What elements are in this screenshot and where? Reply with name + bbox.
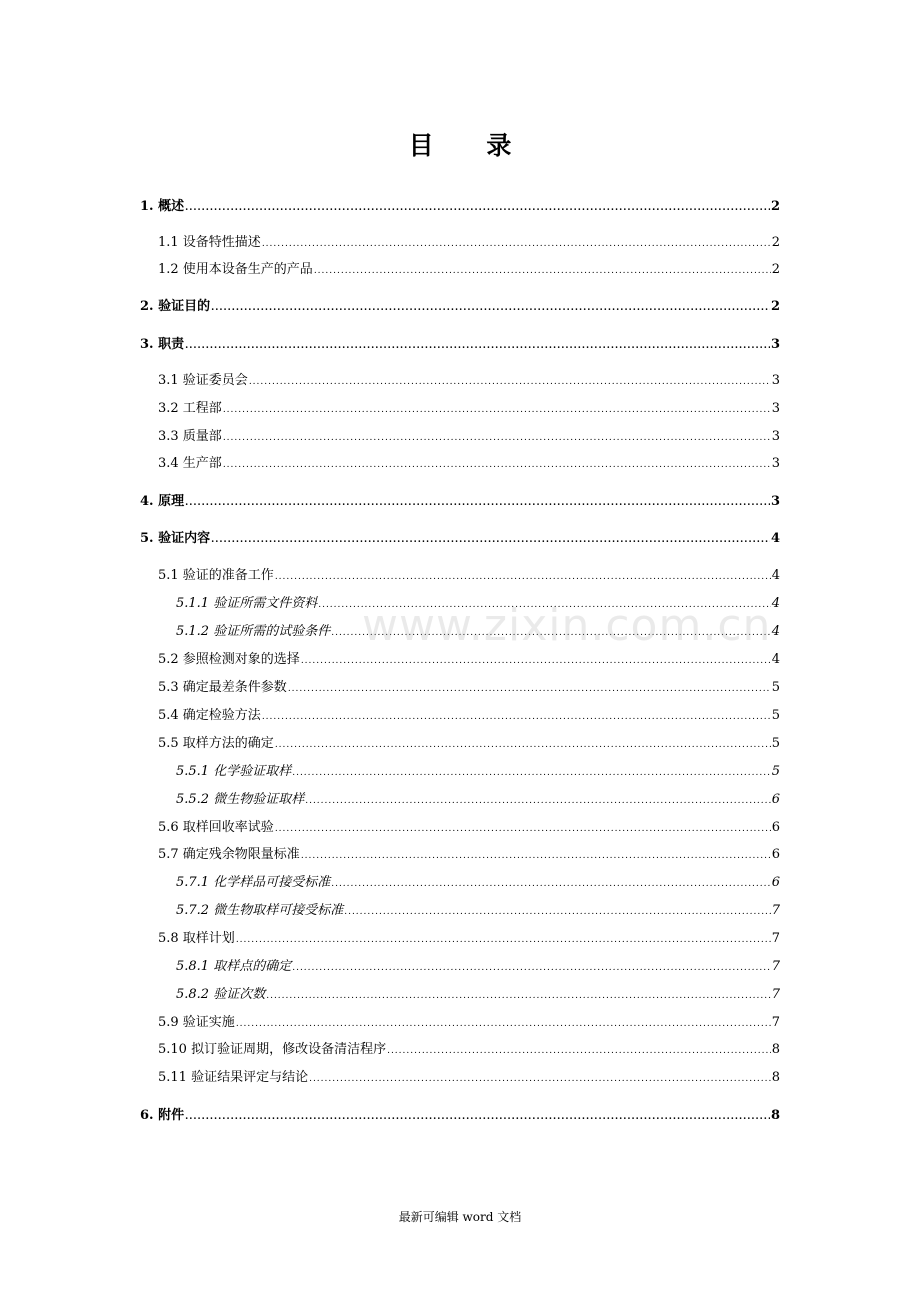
toc-entry[interactable] <box>158 649 780 671</box>
toc-entry-label: 5.9 验证实施 <box>158 1015 235 1030</box>
toc-entry-label: 3.3 质量部 <box>158 429 222 444</box>
toc-entry[interactable] <box>176 984 780 1006</box>
toc-entry[interactable] <box>158 453 780 475</box>
toc-leader <box>211 529 770 551</box>
toc-entry-page: 5 <box>771 736 780 751</box>
toc-entry-label: 6. 附件 <box>140 1108 185 1123</box>
toc-entry[interactable] <box>158 817 780 839</box>
toc-entry-page: 3 <box>771 373 780 388</box>
toc-entry-label: 5.3 确定最差条件参数 <box>158 680 287 695</box>
toc-entry[interactable] <box>158 370 780 392</box>
toc-leader <box>185 335 770 357</box>
toc-leader <box>309 1068 771 1090</box>
toc-entry-page: 3 <box>770 337 780 352</box>
toc-entry-label: 5.7.2 微生物取样可接受标准 <box>176 903 344 918</box>
toc-entry-page: 7 <box>771 959 780 974</box>
toc-leader <box>331 873 771 895</box>
toc-entry-page: 4 <box>771 568 780 583</box>
toc-entry-page: 8 <box>770 1108 780 1123</box>
toc-entry[interactable] <box>158 426 780 448</box>
toc-entry[interactable] <box>176 789 780 811</box>
toc-entry-page: 4 <box>771 624 780 639</box>
watermark: www.zixin.com.cn <box>362 600 772 651</box>
toc-entry-page: 6 <box>771 875 780 890</box>
toc-leader <box>223 427 771 449</box>
toc-entry-label: 5.8 取样计划 <box>158 931 235 946</box>
toc-entry[interactable] <box>158 677 780 699</box>
toc-leader <box>301 650 771 672</box>
toc-entry-page: 7 <box>771 1015 780 1030</box>
toc-entry-page: 2 <box>771 235 780 250</box>
toc-entry-label: 5.1.1 验证所需文件资料 <box>176 596 318 611</box>
toc-entry-page: 8 <box>771 1042 780 1057</box>
toc-entry-label: 5.6 取样回收率试验 <box>158 820 274 835</box>
toc-entry-page: 2 <box>771 262 780 277</box>
toc-leader <box>292 762 771 784</box>
toc-leader <box>292 957 771 979</box>
toc-leader <box>275 734 771 756</box>
toc-entry[interactable] <box>140 296 780 318</box>
toc-entry-label: 5.11 验证结果评定与结论 <box>158 1070 309 1085</box>
toc-leader <box>223 399 771 421</box>
page-footer: 最新可编辑 word 文档 <box>398 1210 522 1224</box>
toc-entry-page: 3 <box>770 494 780 509</box>
toc-entry-label: 1.1 设备特性描述 <box>158 235 261 250</box>
toc-leader <box>185 1106 770 1128</box>
toc-entry-label: 5.8.2 验证次数 <box>176 987 266 1002</box>
toc-entry-label: 3.2 工程部 <box>158 401 222 416</box>
toc-entry-page: 3 <box>771 429 780 444</box>
toc-leader <box>236 1013 771 1035</box>
toc-entry[interactable] <box>140 196 780 218</box>
toc-leader <box>223 454 771 476</box>
toc-leader <box>266 985 771 1007</box>
toc-entry-label: 3. 职责 <box>140 337 185 352</box>
toc-entry-label: 5.5.2 微生物验证取样 <box>176 792 305 807</box>
toc-entry-page: 5 <box>771 680 780 695</box>
toc-entry-page: 7 <box>771 903 780 918</box>
toc-leader <box>236 929 771 951</box>
toc-entry-label: 5.8.1 取样点的确定 <box>176 959 292 974</box>
toc-leader <box>275 818 771 840</box>
toc-entry[interactable] <box>140 1105 780 1127</box>
toc-entry[interactable] <box>158 733 780 755</box>
toc-entry[interactable] <box>176 872 780 894</box>
toc-leader <box>288 678 771 700</box>
toc-entry-page: 3 <box>771 401 780 416</box>
toc-entry-page: 6 <box>771 847 780 862</box>
toc-entry-page: 4 <box>770 531 780 546</box>
toc-entry-label: 5. 验证内容 <box>140 531 211 546</box>
toc-leader <box>185 492 770 514</box>
toc-leader <box>211 297 770 319</box>
toc-entry[interactable] <box>158 844 780 866</box>
toc-entry-label: 5.5.1 化学验证取样 <box>176 764 292 779</box>
toc-entry-page: 2 <box>770 199 780 214</box>
toc-entry-page: 4 <box>771 596 780 611</box>
toc-entry-label: 5.1.2 验证所需的试验条件 <box>176 624 331 639</box>
toc-entry-page: 5 <box>771 708 780 723</box>
toc-entry[interactable] <box>158 259 780 281</box>
toc-entry[interactable] <box>158 1039 780 1061</box>
toc-leader <box>387 1040 771 1062</box>
toc-entry-label: 5.7 确定残余物限量标准 <box>158 847 300 862</box>
toc-leader <box>275 566 771 588</box>
toc-entry[interactable] <box>140 528 780 550</box>
toc-entry-page: 5 <box>771 764 780 779</box>
toc-leader <box>185 197 770 219</box>
toc-leader <box>249 371 771 393</box>
toc-leader <box>344 901 771 923</box>
toc-entry[interactable] <box>158 565 780 587</box>
toc-entry-page: 4 <box>771 652 780 667</box>
toc-leader <box>301 845 771 867</box>
toc-entry-label: 5.2 参照检测对象的选择 <box>158 652 300 667</box>
toc-entry[interactable] <box>158 928 780 950</box>
toc-entry-page: 3 <box>771 456 780 471</box>
toc-leader <box>314 260 771 282</box>
toc-entry-label: 5.4 确定检验方法 <box>158 708 261 723</box>
toc-entry-label: 5.1 验证的准备工作 <box>158 568 274 583</box>
toc-entry-page: 7 <box>771 931 780 946</box>
toc-entry-label: 1. 概述 <box>140 199 185 214</box>
toc-entry[interactable] <box>176 761 780 783</box>
toc-entry-page: 6 <box>771 820 780 835</box>
toc-entry-page: 6 <box>771 792 780 807</box>
toc-entry[interactable] <box>176 900 780 922</box>
toc-entry-label: 5.10 拟订验证周期，修改设备清洁程序 <box>158 1042 387 1057</box>
toc-leader <box>305 790 771 812</box>
toc-entry-label: 4. 原理 <box>140 494 185 509</box>
toc-entry[interactable] <box>176 956 780 978</box>
toc-entry[interactable] <box>158 1067 780 1089</box>
toc-entry-label: 5.5 取样方法的确定 <box>158 736 274 751</box>
toc-entry-label: 3.4 生产部 <box>158 456 222 471</box>
toc-entry[interactable] <box>140 334 780 356</box>
toc-leader <box>262 233 771 255</box>
toc-entry[interactable] <box>158 1012 780 1034</box>
toc-leader <box>262 706 771 728</box>
toc-entry-label: 3.1 验证委员会 <box>158 373 248 388</box>
toc-entry[interactable] <box>158 398 780 420</box>
toc-entry-label: 2. 验证目的 <box>140 299 211 314</box>
toc-entry-page: 2 <box>770 299 780 314</box>
toc-entry-label: 5.7.1 化学样品可接受标准 <box>176 875 331 890</box>
toc-entry-page: 7 <box>771 987 780 1002</box>
toc-entry-page: 8 <box>771 1070 780 1085</box>
toc-entry[interactable] <box>158 232 780 254</box>
toc-entry[interactable] <box>140 491 780 513</box>
page-title: 目 录 <box>408 131 534 160</box>
toc-entry[interactable] <box>158 705 780 727</box>
toc-entry-label: 1.2 使用本设备生产的产品 <box>158 262 313 277</box>
